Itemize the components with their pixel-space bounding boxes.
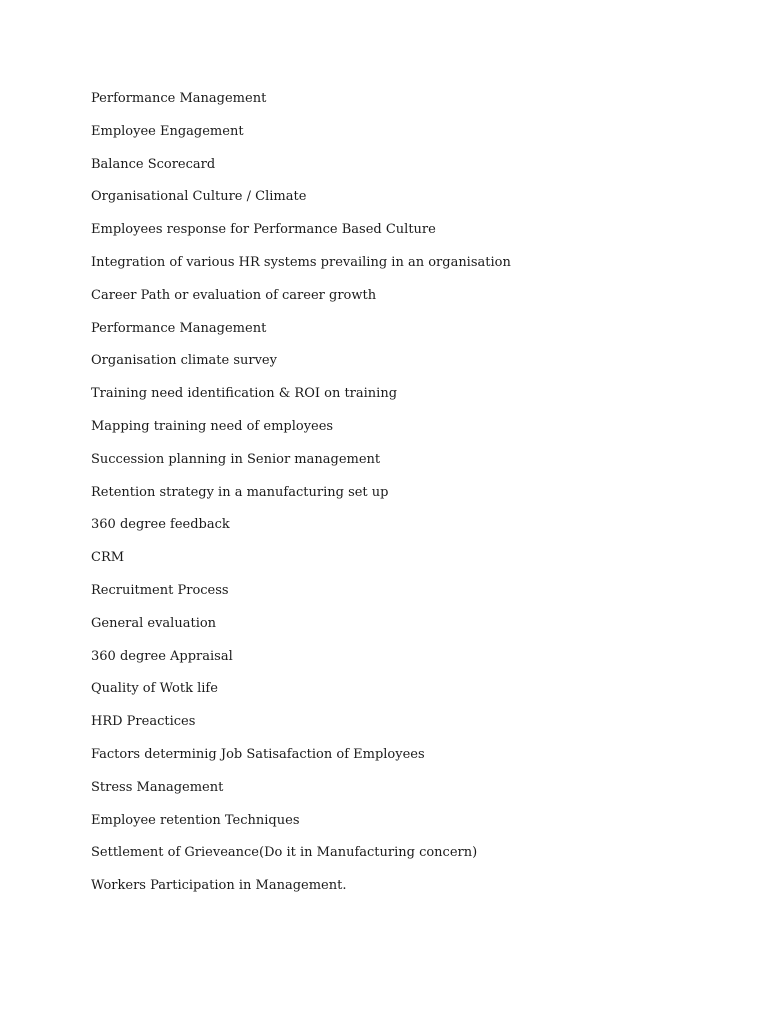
list-item: Mapping training need of employees xyxy=(91,418,334,434)
list-item: Integration of various HR systems prevailing in an organisation xyxy=(91,254,511,270)
list-item: Organisation climate survey xyxy=(91,353,277,369)
list-item: General evaluation xyxy=(91,615,217,631)
list-item: Factors determinig Job Satisafaction of Employees xyxy=(91,746,425,762)
topic-list xyxy=(91,90,731,910)
list-item: Stress Management xyxy=(91,779,224,795)
list-item: Succession planning in Senior management xyxy=(91,451,381,467)
list-item: Career Path or evaluation of career growth xyxy=(91,287,377,303)
list-item: Workers Participation in Management. xyxy=(91,878,347,894)
list-item: Performance Management xyxy=(91,320,267,336)
list-item: Balance Scorecard xyxy=(91,156,216,172)
list-item: 360 degree feedback xyxy=(91,517,230,533)
list-item: Employee retention Techniques xyxy=(91,812,300,828)
list-item: Quality of Wotk life xyxy=(91,681,218,697)
list-item: Employees response for Performance Based Culture xyxy=(91,222,436,238)
list-item: Performance Management xyxy=(91,91,267,106)
list-item: Retention strategy in a manufacturing set up xyxy=(91,484,389,500)
list-item: 360 degree Appraisal xyxy=(91,648,233,664)
list-item: HRD Preactices xyxy=(91,714,196,730)
list-item: Organisational Culture / Climate xyxy=(91,189,307,205)
list-item: CRM xyxy=(91,550,125,566)
list-item: Recruitment Process xyxy=(91,582,229,598)
list-item: Training need identification & ROI on training xyxy=(91,386,398,402)
list-item: Settlement of Grieveance(Do it in Manufacturing concern) xyxy=(91,845,478,861)
list-item: Employee Engagement xyxy=(91,123,244,139)
